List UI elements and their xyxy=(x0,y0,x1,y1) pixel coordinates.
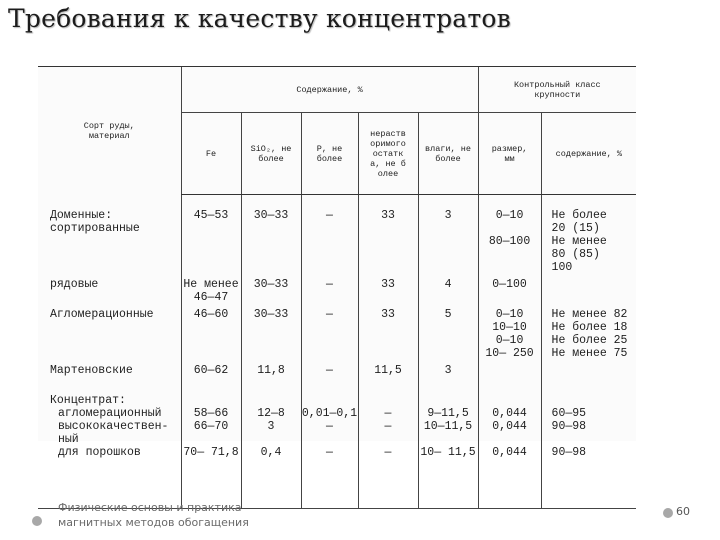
page-number: 60 xyxy=(676,505,690,518)
cell-size xyxy=(478,390,541,508)
cell-line xyxy=(182,433,241,446)
cell-line: 58—66 xyxy=(193,407,229,420)
cell-line: 10— 250 xyxy=(485,347,534,360)
header-moisture xyxy=(418,113,478,195)
cell-moist xyxy=(418,390,478,508)
cell-line: 3 xyxy=(444,209,452,222)
table-row xyxy=(38,390,636,508)
cell-line: — xyxy=(326,364,333,377)
cell-line: Не менее 82 xyxy=(551,308,628,321)
requirements-table xyxy=(38,66,636,509)
cell-line xyxy=(359,433,418,446)
cell-line: 11,8 xyxy=(257,364,285,377)
cell-line: 45—53 xyxy=(193,209,229,222)
header-content-pct-label: содержание, % xyxy=(555,148,622,159)
cell-line xyxy=(242,433,301,446)
footer-line-2: магнитных методов обогащения xyxy=(58,516,249,529)
cell-line: Агломерационные xyxy=(50,308,154,321)
cell-line xyxy=(542,433,637,446)
cell-line: — xyxy=(326,308,333,321)
cell-line xyxy=(479,222,541,235)
table-row xyxy=(38,195,636,275)
cell-line: 46—60 xyxy=(193,308,229,321)
header-insoluble xyxy=(358,113,418,195)
cell-line: 46—47 xyxy=(193,291,229,304)
cell-category xyxy=(38,360,181,390)
cell-category xyxy=(38,304,181,360)
cell-p xyxy=(301,195,358,275)
header-fe xyxy=(181,113,241,195)
requirements-table-image xyxy=(38,66,636,459)
cell-category xyxy=(38,195,181,275)
cell-line: 10— 11,5 xyxy=(420,446,476,459)
cell-line: 9—11,5 xyxy=(427,407,469,420)
cell-line: Не менее 75 xyxy=(551,347,628,360)
cell-content xyxy=(541,195,636,275)
cell-line: 30—33 xyxy=(253,209,289,222)
cell-line: 33 xyxy=(381,278,395,291)
cell-line: 3 xyxy=(444,364,452,377)
cell-line xyxy=(182,394,241,407)
cell-line xyxy=(302,433,358,446)
cell-line: Не более 18 xyxy=(551,321,628,334)
cell-line xyxy=(419,394,478,407)
cell-line: — xyxy=(326,420,333,433)
cell-line: — xyxy=(384,446,392,459)
cell-size xyxy=(478,304,541,360)
cell-line: 70— 71,8 xyxy=(183,446,239,459)
cell-line: 33 xyxy=(381,308,395,321)
cell-line: рядовые xyxy=(50,278,99,291)
cell-fe xyxy=(181,274,241,304)
cell-size xyxy=(478,360,541,390)
cell-line: 0,4 xyxy=(260,446,282,459)
header-control-group xyxy=(478,67,636,113)
cell-line xyxy=(359,394,418,407)
cell-line: 33 xyxy=(381,209,395,222)
cell-line: — xyxy=(384,407,392,420)
cell-moist xyxy=(418,304,478,360)
cell-p xyxy=(301,360,358,390)
footer-dot-right xyxy=(663,508,673,518)
cell-line: 4 xyxy=(444,278,452,291)
cell-line xyxy=(242,394,301,407)
cell-line: 80—100 xyxy=(488,235,531,248)
cell-line: 12—8 xyxy=(257,407,285,420)
cell-line: 5 xyxy=(444,308,452,321)
cell-sio2 xyxy=(241,274,301,304)
cell-line: высококачествен- xyxy=(58,420,169,433)
cell-size xyxy=(478,274,541,304)
cell-size xyxy=(478,195,541,275)
cell-line: 10—10 xyxy=(492,321,527,334)
cell-line: Мартеновские xyxy=(50,364,133,377)
cell-insol xyxy=(358,360,418,390)
cell-category xyxy=(38,274,181,304)
header-sio2 xyxy=(241,113,301,195)
cell-p xyxy=(301,304,358,360)
cell-line: 11,5 xyxy=(374,364,402,377)
cell-line xyxy=(302,394,358,407)
cell-sio2 xyxy=(241,390,301,508)
cell-insol xyxy=(358,304,418,360)
cell-line: Не более xyxy=(551,209,607,222)
cell-line xyxy=(542,394,637,407)
header-size xyxy=(478,113,541,195)
cell-line: 90—98 xyxy=(551,420,587,433)
cell-insol xyxy=(358,390,418,508)
cell-line: 100 xyxy=(551,261,573,274)
header-content-group xyxy=(181,67,478,113)
header-p-label: P, не более xyxy=(316,143,343,164)
cell-moist xyxy=(418,274,478,304)
header-size-label: размер, мм xyxy=(491,143,528,164)
cell-line: 20 (15) xyxy=(551,222,600,235)
cell-line: 90—98 xyxy=(551,446,587,459)
cell-content xyxy=(541,304,636,360)
cell-sio2 xyxy=(241,195,301,275)
footer-text xyxy=(58,500,249,530)
cell-category xyxy=(38,390,181,508)
cell-line: — xyxy=(326,446,333,459)
cell-line: 0,01—0,1 xyxy=(301,407,358,420)
cell-line: 30—33 xyxy=(253,278,289,291)
table-row xyxy=(38,304,636,360)
cell-insol xyxy=(358,274,418,304)
cell-fe xyxy=(181,195,241,275)
header-control-group-label: Контрольный класс крупности xyxy=(513,79,601,100)
cell-line: 0,044 xyxy=(492,420,527,433)
cell-line: для порошков xyxy=(58,446,141,459)
cell-content xyxy=(541,360,636,390)
cell-line: 0,044 xyxy=(492,446,527,459)
cell-line: 3 xyxy=(267,420,275,433)
cell-line: 66—70 xyxy=(193,420,229,433)
header-content-pct xyxy=(541,113,636,195)
cell-line: Концентрат: xyxy=(50,394,126,407)
header-sort-label: Сорт руды, материал xyxy=(83,120,135,141)
cell-line: — xyxy=(384,420,392,433)
cell-line: Доменные: xyxy=(50,208,113,222)
header-sort xyxy=(38,67,181,195)
footer-line-1: Физические основы и практика xyxy=(58,501,242,514)
cell-insol xyxy=(358,195,418,275)
cell-line: 80 (85) xyxy=(551,248,600,261)
cell-fe xyxy=(181,360,241,390)
cell-line: 0—10 xyxy=(495,308,524,321)
cell-line: 0—100 xyxy=(492,278,527,291)
cell-sio2 xyxy=(241,304,301,360)
cell-sio2 xyxy=(241,360,301,390)
cell-moist xyxy=(418,195,478,275)
cell-line: Не более 25 xyxy=(551,334,628,347)
cell-content xyxy=(541,390,636,508)
cell-line: 30—33 xyxy=(253,308,289,321)
cell-line xyxy=(479,394,541,407)
cell-fe xyxy=(181,390,241,508)
header-sio2-label: SiO₂, не более xyxy=(250,143,292,164)
table-row xyxy=(38,360,636,390)
cell-content xyxy=(541,274,636,304)
cell-line: 0,044 xyxy=(492,407,527,420)
cell-line: 0—10 xyxy=(495,334,524,347)
cell-line: 10—11,5 xyxy=(423,420,473,433)
cell-moist xyxy=(418,360,478,390)
cell-line: 60—95 xyxy=(551,407,587,420)
slide-title: Требования к качеству концентратов xyxy=(8,4,511,33)
header-fe-label: Fe xyxy=(205,148,217,159)
header-moisture-label: влаги, не более xyxy=(425,143,471,164)
cell-p xyxy=(301,274,358,304)
header-content-group-label: Содержание, % xyxy=(296,84,363,95)
cell-line: 60—62 xyxy=(193,364,229,377)
cell-p xyxy=(301,390,358,508)
cell-line: агломерационный xyxy=(58,407,162,420)
cell-line: сортированные xyxy=(50,221,140,235)
cell-line xyxy=(479,433,541,446)
table-row xyxy=(38,274,636,304)
cell-line: ный xyxy=(58,433,79,446)
cell-line xyxy=(419,433,478,446)
cell-fe xyxy=(181,304,241,360)
cell-line: 0—10 xyxy=(495,209,524,222)
header-insoluble-label: нерастворимого остатка, не более xyxy=(370,128,406,179)
footer-dot-left xyxy=(32,516,42,526)
header-p xyxy=(301,113,358,195)
table-body xyxy=(38,195,636,509)
cell-line: — xyxy=(326,209,333,222)
cell-line: Не менее xyxy=(551,235,607,248)
cell-line: — xyxy=(326,278,333,291)
cell-line: Не менее xyxy=(183,278,239,291)
